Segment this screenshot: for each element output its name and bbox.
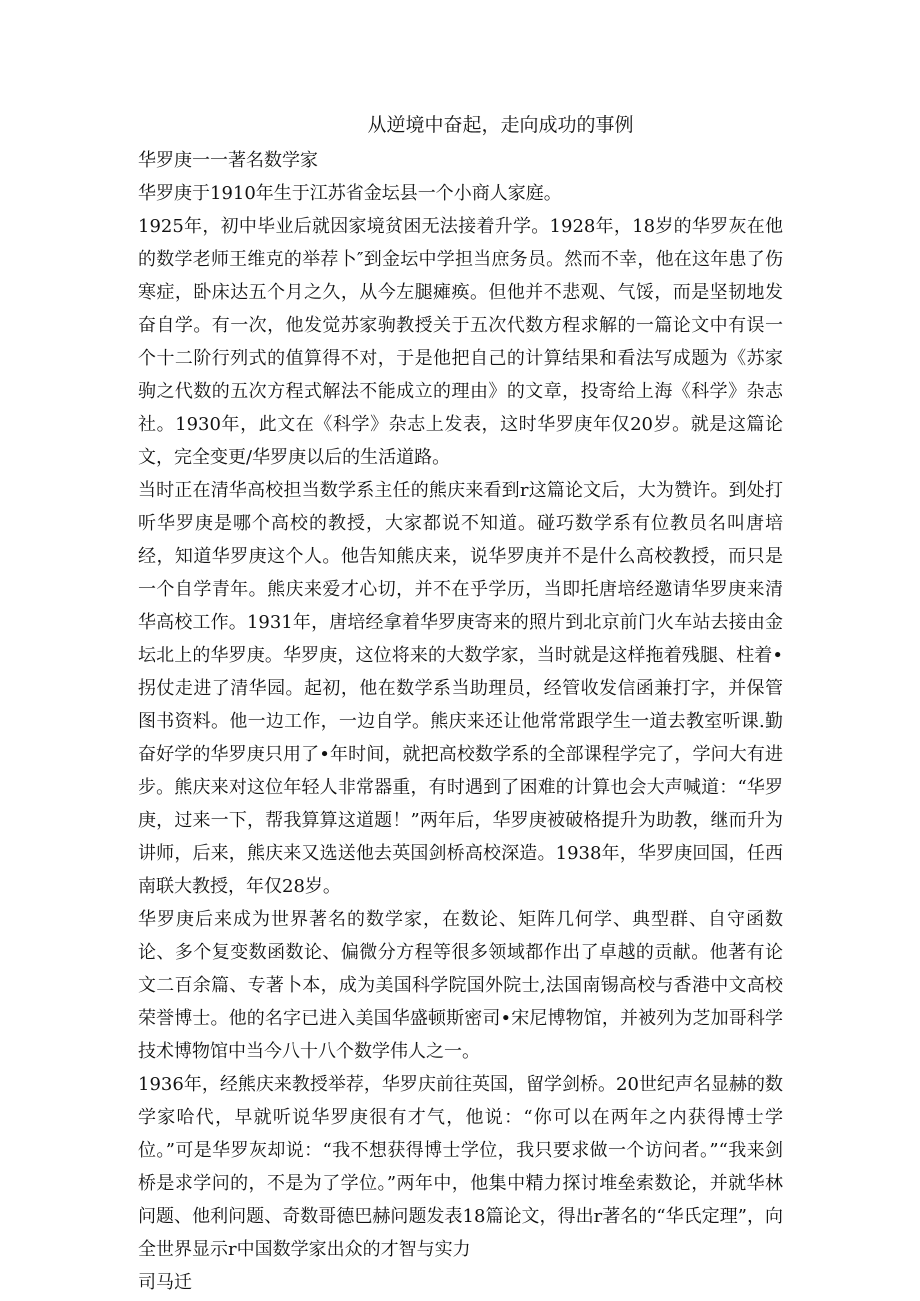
document-page xyxy=(138,110,783,1299)
paragraph: 华罗庚于1910年生于江苏省金坛县一个小商人家庭。 xyxy=(138,183,562,204)
paragraph: 1925年，初中毕业后就因家境贫困无法接着升学。1928年，18岁的华罗灰在他的数学老师王维克的举荐卜″到金坛中学担当庶务员。然而不幸，他在这年患了伤寒症，卧床达五个月之久，从今左腿瘫痪。但他并不悲观、气馁，而是坚韧地发奋自学。有一次，他发觉苏家驹教授关于五次代数方程求解的一篇论文中有误一个十二阶行列式的值算得不对，于是他把自己的计算结果和看法写成题为《苏家驹之代数的五次方程式解法不能成立的理由》的文章，投寄给上海《科学》杂志社。1930年，此文在《科学》杂志上发表，这时华罗庚年仅20岁。就是这篇论文，完全变更/华罗庚以后的生活道路。 xyxy=(138,216,783,468)
paragraph: 1936年，经熊庆来教授举荐，华罗庆前往英国，留学剑桥。20世纪声名显赫的数学家哈代，早就听说华罗庚很有才气，他说：“你可以在两年之内获得博士学位。”可是华罗灰却说：“我不想获得博士学位，我只要求做一个访问者。”“我来剑桥是求学问的，不是为了学位。”两年中，他集中精力探讨堆垒索数论，并就华林问题、他利问题、奇数哥德巴赫问题发表18篇论文，得出r著名的“华氏定理”，向全世界显示r中国数学家出众的才智与实力 xyxy=(138,1074,783,1260)
page-title: 从逆境中奋起，走向成功的事例 xyxy=(367,114,634,136)
paragraph: 当时正在清华高校担当数学系主任的熊庆来看到r这篇论文后，大为赞许。到处打听华罗庚是哪个高校的教授，大家都说不知道。碰巧数学系有位教员名叫唐培经，知道华罗庚这个人。他告知熊庆来，说华罗庚并不是什么高校教授，而只是一个自学青年。熊庆来爱才心切，并不在乎学历，当即托唐培经邀请华罗庚来清华高校工作。1931年，唐培经拿着华罗庚寄来的照片到北京前门火车站去接由金坛北上的华罗庚。华罗庚，这位将来的大数学家，当时就是这样拖着残腿、柱着•拐仗走进了清华园。起初，他在数学系当助理员，经管收发信函兼打字，并保管图书资料。他一边工作，一边自学。熊庆来还让他常常跟学生一道去教室听课.勤奋好学的华罗庚只用了•年时间，就把高校数学系的全部课程学完了，学问大有进步。熊庆来对这位年轻人非常器重，有时遇到了困难的计算也会大声喊道：“华罗庚，过来一下，帮我算算这道题！”两年后，华罗庚被破格提升为助教，继而升为讲师，后来，熊庆来又选送他去英国剑桥高校深造。1938年，华罗庚回国，任西南联大教授，年仅28岁。 xyxy=(138,480,783,897)
paragraph: 华罗庚后来成为世界著名的数学家，在数论、矩阵几何学、典型群、自守函数论、多个复变数函数论、偏微分方程等很多领域都作出了卓越的贡献。他著有论文二百余篇、专著卜本，成为美国科学院国外院士,法国南锡高校与香港中文高校荣誉博士。他的名字已进入美国华盛顿斯密司•宋尼博物馆，并被列为芝加哥科学技术博物馆中当今八十八个数学伟人之一。 xyxy=(138,909,783,1062)
section-heading: 司马迁 xyxy=(138,1272,192,1293)
subtitle: 华罗庚一一著名数学家 xyxy=(138,150,318,171)
